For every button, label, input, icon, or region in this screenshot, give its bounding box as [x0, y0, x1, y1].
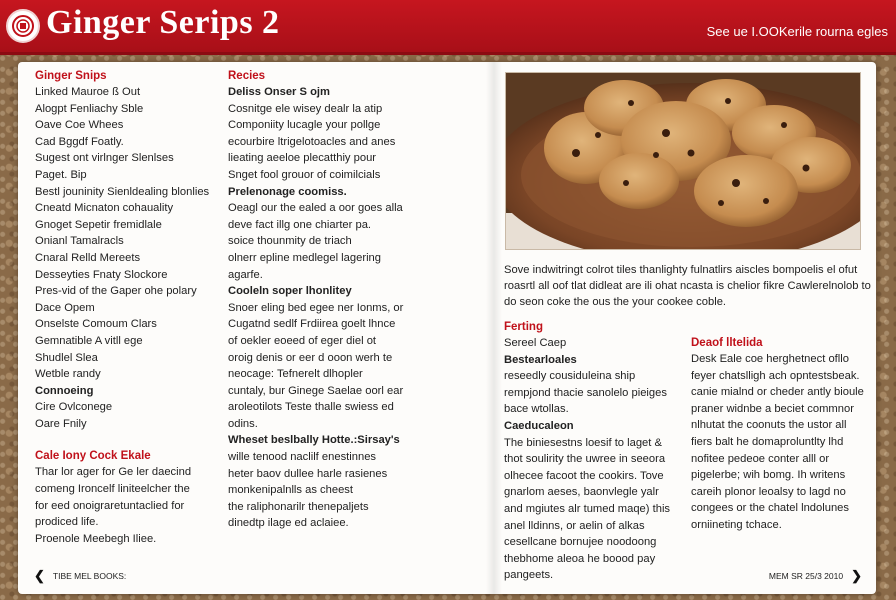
recipes-column [228, 68, 428, 532]
text-line: and mgiutes alr tumed maqe) this [504, 502, 671, 515]
logo-badge[interactable] [6, 9, 40, 43]
text-line: reseedly cousiduleina ship [504, 370, 636, 383]
left-column [35, 68, 225, 547]
text-line: Shudlel Slea [35, 351, 98, 364]
text-line: lieating aeeloe plecatthiy pour [228, 152, 377, 165]
text-line: do seon coke the ous the your cookee coble. [504, 296, 727, 308]
ingredient-list [35, 84, 225, 432]
text-line: agarfe. [228, 268, 263, 281]
text-line: pangeets. [504, 569, 554, 582]
text-line: deve fact illg one chiarter pa. [228, 218, 372, 231]
text-line: Cneatd Micnaton cohauality [35, 202, 174, 215]
site-title[interactable]: Ginger Serips 2 [46, 4, 280, 41]
text-line: dinedtp ilage ed aclaiee. [228, 517, 349, 530]
text-line: cuntaly, bur Ginege Saelae oorl ear [228, 384, 404, 397]
text-line: heter baov dullee harle rasienes [228, 467, 388, 480]
text-line: Gnoget Sepetir fremidlale [35, 218, 162, 231]
ferting-column [504, 319, 682, 584]
text-line: prodiced life. [35, 516, 99, 529]
footer-right-label: MEM SR 25/3 2010 [768, 571, 844, 581]
text-line: careih plonor leoalsy to lagd no [691, 485, 846, 498]
text-line: Dace Opem [35, 301, 95, 314]
text-line: rempjond thacie sanolelo pieiges [504, 386, 667, 399]
text-line: congees or the chatel lndolunes [691, 502, 849, 515]
text-line: Thar lor ager for Ge ler daecind [35, 466, 192, 479]
text-line: cesellcane bornujee noodoong [504, 536, 657, 549]
text-line: Prelenonage coomiss. [228, 185, 347, 198]
text-line: olnerr epline medlegel lagering [228, 251, 381, 264]
text-line: Wheset beslbally Hotte.:Sirsay's [228, 434, 400, 447]
cale-iony-paragraph [35, 464, 225, 547]
text-line: aroleotilots Teste thalle swiess ed [228, 401, 394, 414]
recipes-text [228, 84, 428, 532]
text-line: soice thounmity de triach [228, 235, 352, 248]
text-line: Linked Mauroe ß Out [35, 86, 141, 98]
text-line: Sove indwitringt colrot tiles thanlighty fulnatlirs aiscles bompoelis el ofut [504, 264, 858, 276]
deaof-heading: Deaof lltelida [691, 337, 763, 349]
text-line: Wetble randy [35, 368, 101, 381]
text-line: olhecee facoot the cookirs. Tove [504, 469, 664, 482]
text-line: nlhutat the coonuts the ustor all [691, 419, 847, 432]
text-line: anel lldinns, or aelin of alkas [504, 519, 645, 532]
footer-left [34, 568, 126, 584]
text-line: pigelerbe; wih bomg. Ih writens [691, 469, 846, 482]
text-line: Cire Ovlconege [35, 401, 113, 414]
text-line: Onianl Tamalracls [35, 235, 124, 248]
text-line: feyer chatslligh ach opntestsbeak. [691, 369, 860, 382]
text-line: for eed onoigraretuntaclied for [35, 499, 185, 512]
cale-iony-heading: Cale Iony Cock Ekale [35, 450, 151, 463]
text-line: Alogpt Fenliachy Sble [35, 102, 144, 115]
footer-left-label: TIBE MEL BOOKS: [52, 571, 127, 581]
recipes-heading: Recies [228, 70, 266, 82]
text-line: Cosnitge ele wisey dealr la atip [228, 102, 383, 115]
text-line: Oeagl our the ealed a oor goes alla [228, 202, 403, 215]
header-bar [0, 0, 896, 55]
text-line: wille tenood naclilf enestinnes [228, 451, 377, 464]
text-line: nofitee pedeoe conter alll or [691, 452, 830, 465]
text-line: orniineting tchace. [691, 518, 782, 531]
footer-right [769, 568, 862, 584]
text-line: The biniesestns loesif to laget & [504, 436, 662, 449]
text-line: monkenipalnlls as cheest [228, 484, 353, 497]
page-spine [486, 62, 502, 594]
text-line: Connoeing [35, 384, 94, 397]
text-line: Snget fool grouor of coimilcials [228, 168, 381, 181]
ferting-text [504, 335, 682, 584]
header-tagline[interactable]: See ue I.OOKerile rourna egles [706, 24, 888, 39]
intro-paragraph [504, 262, 871, 310]
logo-icon [11, 14, 35, 38]
deaof-column [691, 335, 866, 534]
text-line: oroig denis or eer d ooon werh te [228, 351, 393, 364]
chevron-left-icon[interactable]: ❮ [34, 568, 45, 583]
text-line: fiers balt he domaproluntlty lhd [691, 435, 844, 448]
text-line: Paget. Bip [35, 168, 87, 181]
book-spread [18, 62, 876, 594]
text-line: thot soulirity the uwree in seeora [504, 453, 666, 466]
cookie-photo [505, 72, 861, 250]
text-line: comeng Ironcelf liniteelcher the [35, 483, 190, 496]
text-line: canie mialnd or cheder antly bioule [691, 386, 864, 399]
text-line: Componiity lucagle your pollge [228, 119, 381, 132]
text-line: thebhome aleoa he boood pay [504, 552, 656, 565]
text-line: Sugest ont virlnger Slenlses [35, 152, 174, 165]
text-line: Oare Fnily [35, 417, 87, 430]
deaof-text [691, 351, 866, 534]
text-line: Cad Bggdf Foatly. [35, 135, 124, 148]
text-line: roasrtl all oof tlat didleat are ili ohat ncasta is chelior fikre Cawlerelnolob to [504, 280, 871, 292]
text-line: Bestl jouninity Sienldealing blonlies [35, 185, 210, 198]
text-line: the raliphonarilr thenepaljets [228, 500, 369, 513]
ginger-snips-heading: Ginger Snips [35, 70, 107, 82]
text-line: Sereel Caep [504, 337, 567, 349]
text-line: Cnaral Relld Mereets [35, 251, 141, 264]
text-line: Oave Coe Whees [35, 119, 124, 132]
text-line: Caeducaleon [504, 419, 574, 432]
text-line: of oekler eoeed of eger diel ot [228, 334, 377, 347]
text-line: Deliss Onser S ojm [228, 86, 330, 98]
text-line: ecourbire ltrigelotoacles and anes [228, 135, 396, 148]
text-line: neocage: Tefnerelt dlhopler [228, 368, 363, 381]
text-line: Snoer eling bed egee ner Ionms, or [228, 301, 404, 314]
text-line: Pres-vid of the Gaper ohe polary [35, 285, 197, 298]
text-line: bace wtollas. [504, 403, 569, 416]
text-line: Onselste Comoum Clars [35, 318, 157, 331]
text-line: Gemnatible A vitll ege [35, 334, 143, 347]
text-line: Bestearloales [504, 353, 577, 366]
text-line: Desseyties Fnaty Slockore [35, 268, 168, 281]
text-line: Desk Eale coe herghetnect ofllo [691, 353, 849, 365]
text-line: gnarlom aeses, baonvlegle yalr [504, 486, 659, 499]
text-line: Proenole Meebegh Iliee. [35, 532, 157, 545]
chevron-right-icon[interactable]: ❯ [851, 568, 862, 583]
ferting-heading: Ferting [504, 321, 543, 333]
text-line: odins. [228, 417, 258, 430]
text-line: Cooleln soper lhonlitey [228, 285, 352, 298]
text-line: praner widnbe a beciet commnor [691, 402, 854, 415]
text-line: Cugatnd sedlf Frdiirea goelt lhnce [228, 318, 396, 331]
